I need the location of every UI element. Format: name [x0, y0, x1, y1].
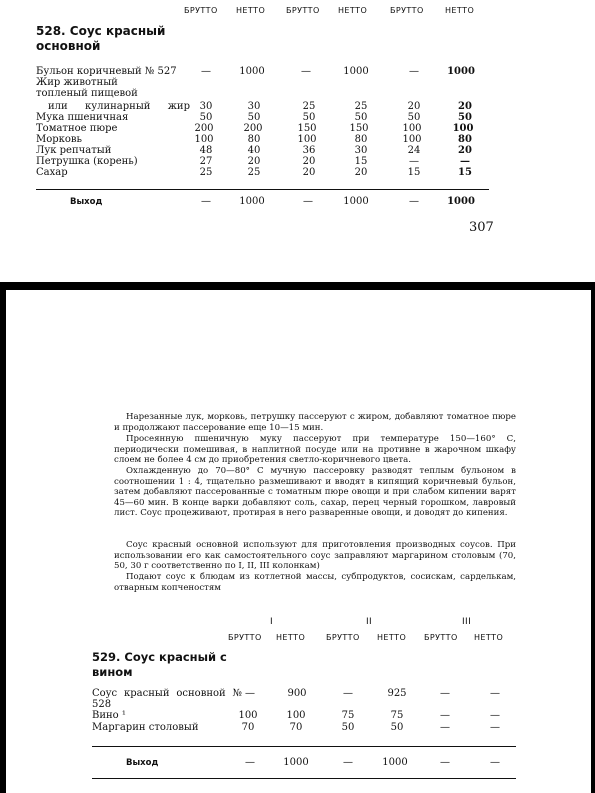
- value-cell: 27: [199, 156, 213, 167]
- value-cell: 30: [247, 101, 261, 112]
- value-cell: 925: [387, 688, 407, 699]
- paragraph: Нарезанные лук, морковь, петрушку пассеруют с жиром, добавляют томатное пюре и продолжают пассерование еще 10—15 мин.: [114, 412, 516, 433]
- yield-value: —: [490, 757, 500, 768]
- yield-value: 1000: [343, 196, 369, 207]
- value-cell: 36: [302, 145, 316, 156]
- value-cell: 80: [354, 134, 368, 145]
- yield-value: 1000: [239, 196, 265, 207]
- value-cell: 25: [354, 101, 368, 112]
- value-cell: 200: [194, 123, 214, 134]
- value-cell: 200: [243, 123, 263, 134]
- value-cell: 900: [287, 688, 307, 699]
- value-cell: 20: [458, 101, 472, 112]
- value-cell: 25: [199, 167, 213, 178]
- bottom-col-header-3: БРУТТО: [326, 633, 360, 642]
- top-col-header-6: НЕТТО: [445, 6, 475, 15]
- value-cell: 1000: [239, 66, 265, 77]
- top-col-header-3: БРУТТО: [286, 6, 320, 15]
- value-cell: 70: [289, 722, 303, 733]
- value-cell: 15: [407, 167, 421, 178]
- ingredient-name: Соус красный основной № 528: [92, 688, 242, 710]
- value-cell: 50: [341, 722, 355, 733]
- ingredient-name: Мука пшеничная: [36, 112, 129, 123]
- ingredient-name: Бульон коричневый № 527: [36, 66, 177, 77]
- value-cell: 80: [247, 134, 261, 145]
- ingredient-name: Вино ¹: [92, 710, 126, 721]
- ingredient-name: или кулинарный жир: [48, 101, 190, 112]
- ingredient-name: Петрушка (корень): [36, 156, 138, 167]
- yield-value: —: [303, 196, 313, 207]
- value-cell: 50: [407, 112, 421, 123]
- value-cell: —: [440, 688, 450, 699]
- bottom-col-header-4: НЕТТО: [377, 633, 407, 642]
- recipe-title-529: 529. Соус красный с вином: [92, 650, 227, 679]
- value-cell: —: [490, 688, 500, 699]
- ingredient-name: Морковь: [36, 134, 83, 145]
- bottom-col-header-2: НЕТТО: [276, 633, 306, 642]
- value-cell: 50: [458, 112, 472, 123]
- value-cell: —: [490, 710, 500, 721]
- value-cell: 20: [247, 156, 261, 167]
- value-cell: 24: [407, 145, 421, 156]
- value-cell: 100: [194, 134, 214, 145]
- yield-value: —: [343, 757, 353, 768]
- table-rule: [36, 189, 489, 190]
- value-cell: 15: [458, 167, 472, 178]
- value-cell: 100: [402, 123, 422, 134]
- column-group-label: II: [366, 617, 373, 627]
- value-cell: 20: [302, 156, 316, 167]
- value-cell: 75: [390, 710, 404, 721]
- value-cell: 25: [247, 167, 261, 178]
- column-group-label: I: [270, 617, 274, 627]
- value-cell: 80: [458, 134, 472, 145]
- value-cell: —: [440, 722, 450, 733]
- value-cell: 150: [349, 123, 369, 134]
- value-cell: 150: [297, 123, 317, 134]
- yield-label: Выход: [126, 758, 159, 768]
- value-cell: 40: [247, 145, 261, 156]
- value-cell: 75: [341, 710, 355, 721]
- value-cell: 20: [302, 167, 316, 178]
- value-cell: —: [409, 156, 419, 167]
- value-cell: —: [490, 722, 500, 733]
- top-col-header-2: НЕТТО: [236, 6, 266, 15]
- yield-value: 1000: [382, 757, 408, 768]
- value-cell: —: [343, 688, 353, 699]
- table-rule: [92, 746, 516, 747]
- ingredient-name: Жир животный топленый пищевой: [36, 77, 138, 99]
- top-col-header-1: БРУТТО: [184, 6, 218, 15]
- value-cell: 30: [354, 145, 368, 156]
- paragraph: Подают соус к блюдам из котлетной массы, субпродуктов, сосискам, сарделькам, отварным копченостям: [114, 572, 516, 593]
- yield-label: Выход: [70, 197, 103, 207]
- value-cell: 20: [458, 145, 472, 156]
- ingredient-name: Маргарин столовый: [92, 722, 199, 733]
- yield-value: 1000: [283, 757, 309, 768]
- value-cell: —: [409, 66, 419, 77]
- paragraph: Просеянную пшеничную муку пассеруют при температуре 150—160° С, периодически помешивая, в наплитной посуде или на противне в жарочном шкафу слоем не более 4 см до приобретения светло-коричневого цвета.: [114, 434, 516, 466]
- yield-value: —: [201, 196, 211, 207]
- top-col-header-5: БРУТТО: [390, 6, 424, 15]
- yield-value: —: [409, 196, 419, 207]
- value-cell: —: [245, 688, 255, 699]
- recipe-title-528: 528. Соус красный основной: [36, 24, 166, 53]
- value-cell: 100: [452, 123, 474, 134]
- bottom-col-header-6: НЕТТО: [474, 633, 504, 642]
- yield-value: 1000: [447, 196, 475, 207]
- value-cell: 50: [302, 112, 316, 123]
- value-cell: 48: [199, 145, 213, 156]
- value-cell: 50: [354, 112, 368, 123]
- value-cell: —: [301, 66, 311, 77]
- value-cell: 50: [247, 112, 261, 123]
- value-cell: 100: [402, 134, 422, 145]
- column-group-label: III: [462, 617, 472, 627]
- value-cell: 100: [286, 710, 306, 721]
- value-cell: 100: [297, 134, 317, 145]
- value-cell: 1000: [447, 66, 475, 77]
- paragraph: Соус красный основной используют для приготовления производных соусов. При использовании его как самостоятельного соус заправляют маргарином столовым (70, 50, 30 г соответственно по I, II, III колонкам): [114, 540, 516, 572]
- ingredient-name: Сахар: [36, 167, 68, 178]
- bottom-page: [6, 290, 591, 793]
- top-col-header-4: НЕТТО: [338, 6, 368, 15]
- yield-value: —: [245, 757, 255, 768]
- table-bottom-rule: [92, 778, 516, 779]
- value-cell: 50: [390, 722, 404, 733]
- value-cell: 25: [302, 101, 316, 112]
- value-cell: 100: [238, 710, 258, 721]
- ingredient-name: Лук репчатый: [36, 145, 112, 156]
- ingredient-name: Томатное пюре: [36, 123, 118, 134]
- value-cell: 20: [354, 167, 368, 178]
- bottom-col-header-5: БРУТТО: [424, 633, 458, 642]
- value-cell: 15: [354, 156, 368, 167]
- yield-value: —: [440, 757, 450, 768]
- value-cell: —: [440, 710, 450, 721]
- paragraph: Охлажденную до 70—80° С мучную пассеровку разводят теплым бульоном в соотношении 1 : 4, тщательно размешивают и вводят в кипящий коричневый бульон, затем добавляют пассерованные с томатным пюре овощи и при слабом кипении варят 45—60 мин. В конце варки добавляют соль, сахар, перец черный горошком, лавровый лист. Соус процеживают, протирая в него разваренные овощи, и доводят до кипения.: [114, 466, 516, 519]
- value-cell: —: [201, 66, 211, 77]
- bottom-col-header-1: БРУТТО: [228, 633, 262, 642]
- value-cell: 50: [199, 112, 213, 123]
- value-cell: 1000: [343, 66, 369, 77]
- value-cell: 30: [199, 101, 213, 112]
- value-cell: —: [460, 156, 470, 167]
- value-cell: 20: [407, 101, 421, 112]
- value-cell: 70: [241, 722, 255, 733]
- page-number: 307: [469, 220, 494, 235]
